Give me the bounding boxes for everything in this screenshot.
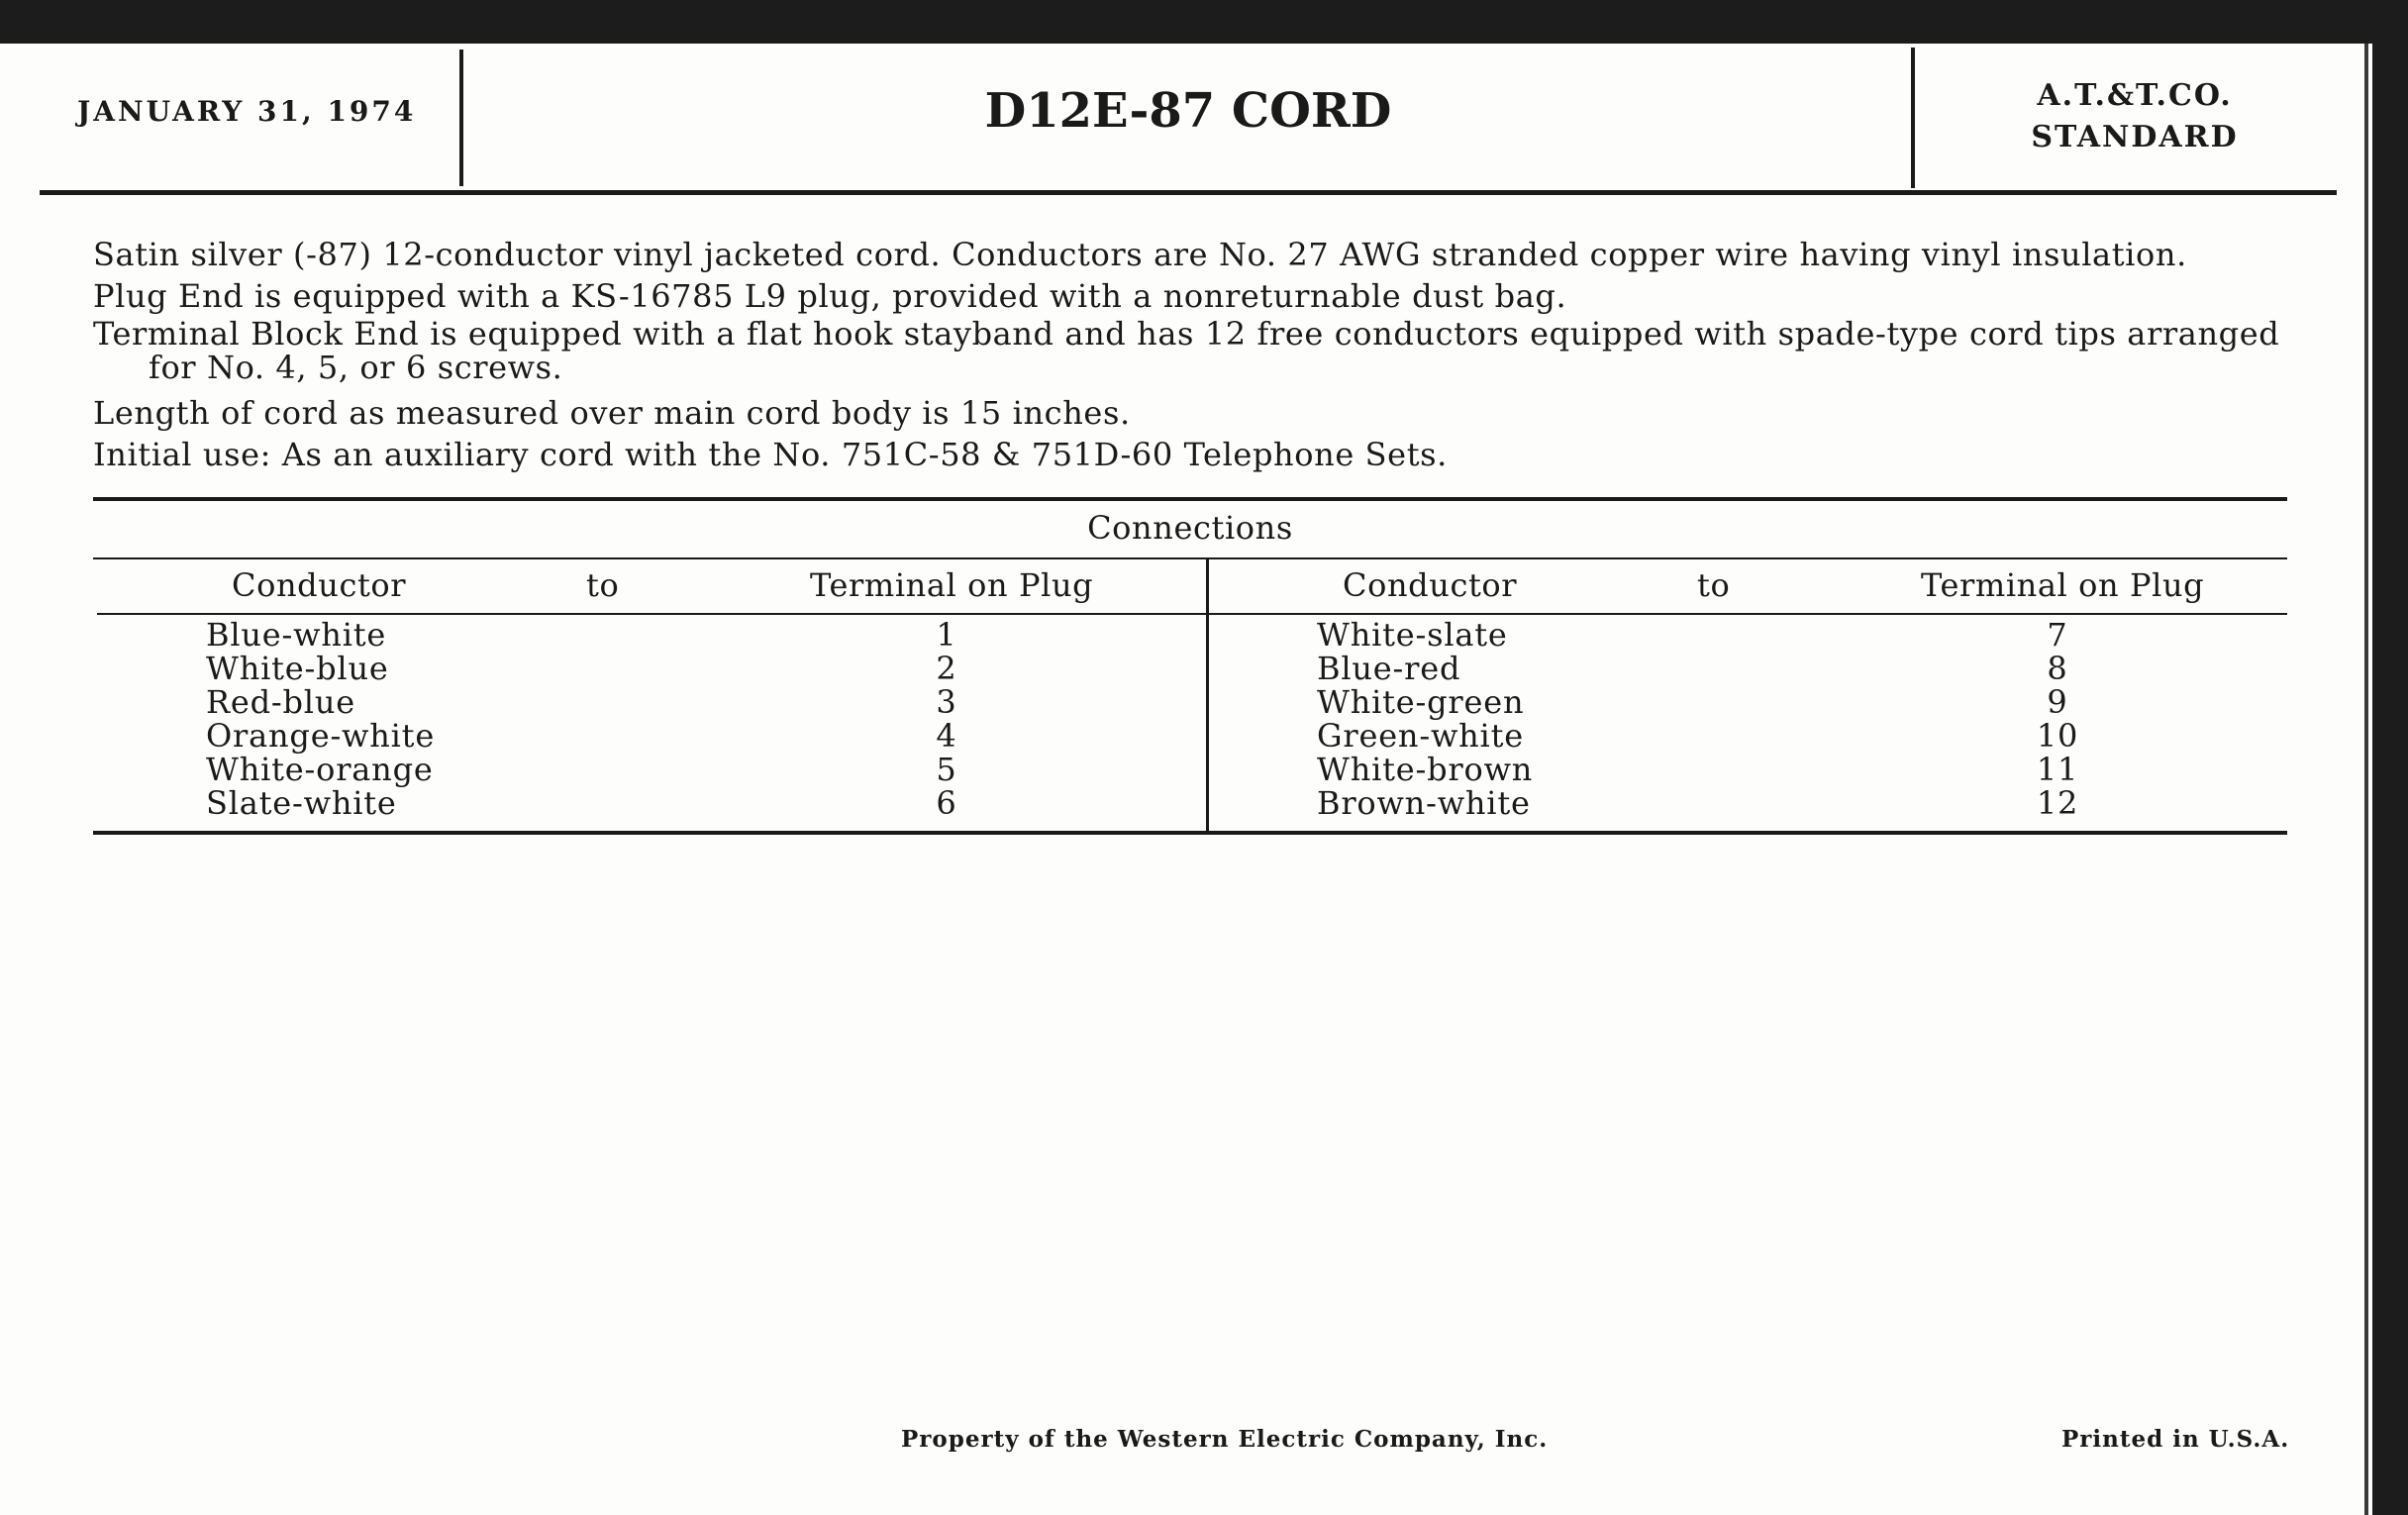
description-line: Length of cord as measured over main cord body is 15 inches. <box>93 394 1131 432</box>
table-cell-terminal: 5 <box>936 751 957 788</box>
scan-top-border <box>0 0 2408 44</box>
org-standard: STANDARD <box>2031 120 2239 154</box>
table-cell-terminal: 2 <box>936 650 957 687</box>
header-bottom-rule <box>97 613 2287 615</box>
terminal-column-left <box>907 618 986 820</box>
caption-rule <box>93 557 2287 559</box>
property-notice: Property of the Western Electric Company, Inc. <box>901 1426 1549 1453</box>
printed-notice: Printed in U.S.A. <box>2061 1426 2290 1453</box>
table-cell-terminal: 12 <box>2036 784 2079 822</box>
table-cell-terminal: 7 <box>2047 616 2068 654</box>
description-line: Plug End is equipped with a KS-16785 L9 plug, provided with a nonreturnable dust bag. <box>93 277 1567 315</box>
table-cell-conductor: Brown-white <box>1317 784 1531 822</box>
table-center-divider <box>1206 559 1209 835</box>
col-header-conductor: Conductor <box>1343 566 1518 604</box>
header-divider-right <box>1911 48 1915 188</box>
table-cell-conductor: Blue-red <box>1317 650 1461 687</box>
conductor-column-right <box>1317 618 1533 820</box>
table-cell-conductor: Blue-white <box>206 616 387 654</box>
table-cell-conductor: Red-blue <box>206 683 355 721</box>
table-bottom-rule <box>93 831 2287 835</box>
table-cell-conductor: Orange-white <box>206 717 436 755</box>
terminal-column-right <box>2018 618 2097 820</box>
org-name: A.T.&T.CO. <box>2037 78 2233 113</box>
header-rule <box>40 190 2337 195</box>
description-line: Terminal Block End is equipped with a flat hook stayband and has 12 free conductors equipped with spade-type cord tips arranged for No. 4, 5, or 6 screws. <box>93 315 2280 386</box>
table-cell-terminal: 4 <box>936 717 957 755</box>
table-cell-conductor: Slate-white <box>206 784 397 822</box>
table-cell-terminal: 3 <box>936 683 957 721</box>
table-cell-terminal: 1 <box>936 616 957 654</box>
col-header-terminal: Terminal on Plug <box>1921 566 2205 604</box>
table-cell-conductor: Green-white <box>1317 717 1524 755</box>
table-cell-conductor: White-green <box>1317 683 1525 721</box>
table-top-rule <box>93 497 2287 501</box>
standard-label <box>1917 75 2353 158</box>
table-cell-terminal: 11 <box>2036 751 2079 788</box>
col-header-to: to <box>1697 566 1731 604</box>
table-cell-terminal: 10 <box>2036 717 2079 755</box>
scan-right-border <box>2372 0 2408 1515</box>
table-cell-conductor: White-blue <box>206 650 389 687</box>
conductor-column-left <box>206 618 435 820</box>
issue-date: JANUARY 31, 1974 <box>77 95 417 128</box>
page-title: D12E-87 CORD <box>984 83 1392 139</box>
table-caption: Connections <box>1087 509 1293 547</box>
page-right-edge <box>2364 44 2368 1515</box>
table-cell-conductor: White-slate <box>1317 616 1508 654</box>
col-header-to: to <box>586 566 620 604</box>
col-header-terminal: Terminal on Plug <box>810 566 1094 604</box>
table-cell-conductor: White-orange <box>206 751 434 788</box>
table-cell-terminal: 8 <box>2047 650 2068 687</box>
table-cell-terminal: 9 <box>2047 683 2068 721</box>
table-cell-terminal: 6 <box>936 784 957 822</box>
header-divider-left <box>459 50 463 186</box>
table-cell-conductor: White-brown <box>1317 751 1534 788</box>
description-line: Initial use: As an auxiliary cord with the No. 751C-58 & 751D-60 Telephone Sets. <box>93 436 1448 473</box>
description-line: Satin silver (-87) 12-conductor vinyl jacketed cord. Conductors are No. 27 AWG stranded copper wire having vinyl insulation. <box>93 236 2187 273</box>
col-header-conductor: Conductor <box>232 566 407 604</box>
cord-description <box>93 234 2291 475</box>
